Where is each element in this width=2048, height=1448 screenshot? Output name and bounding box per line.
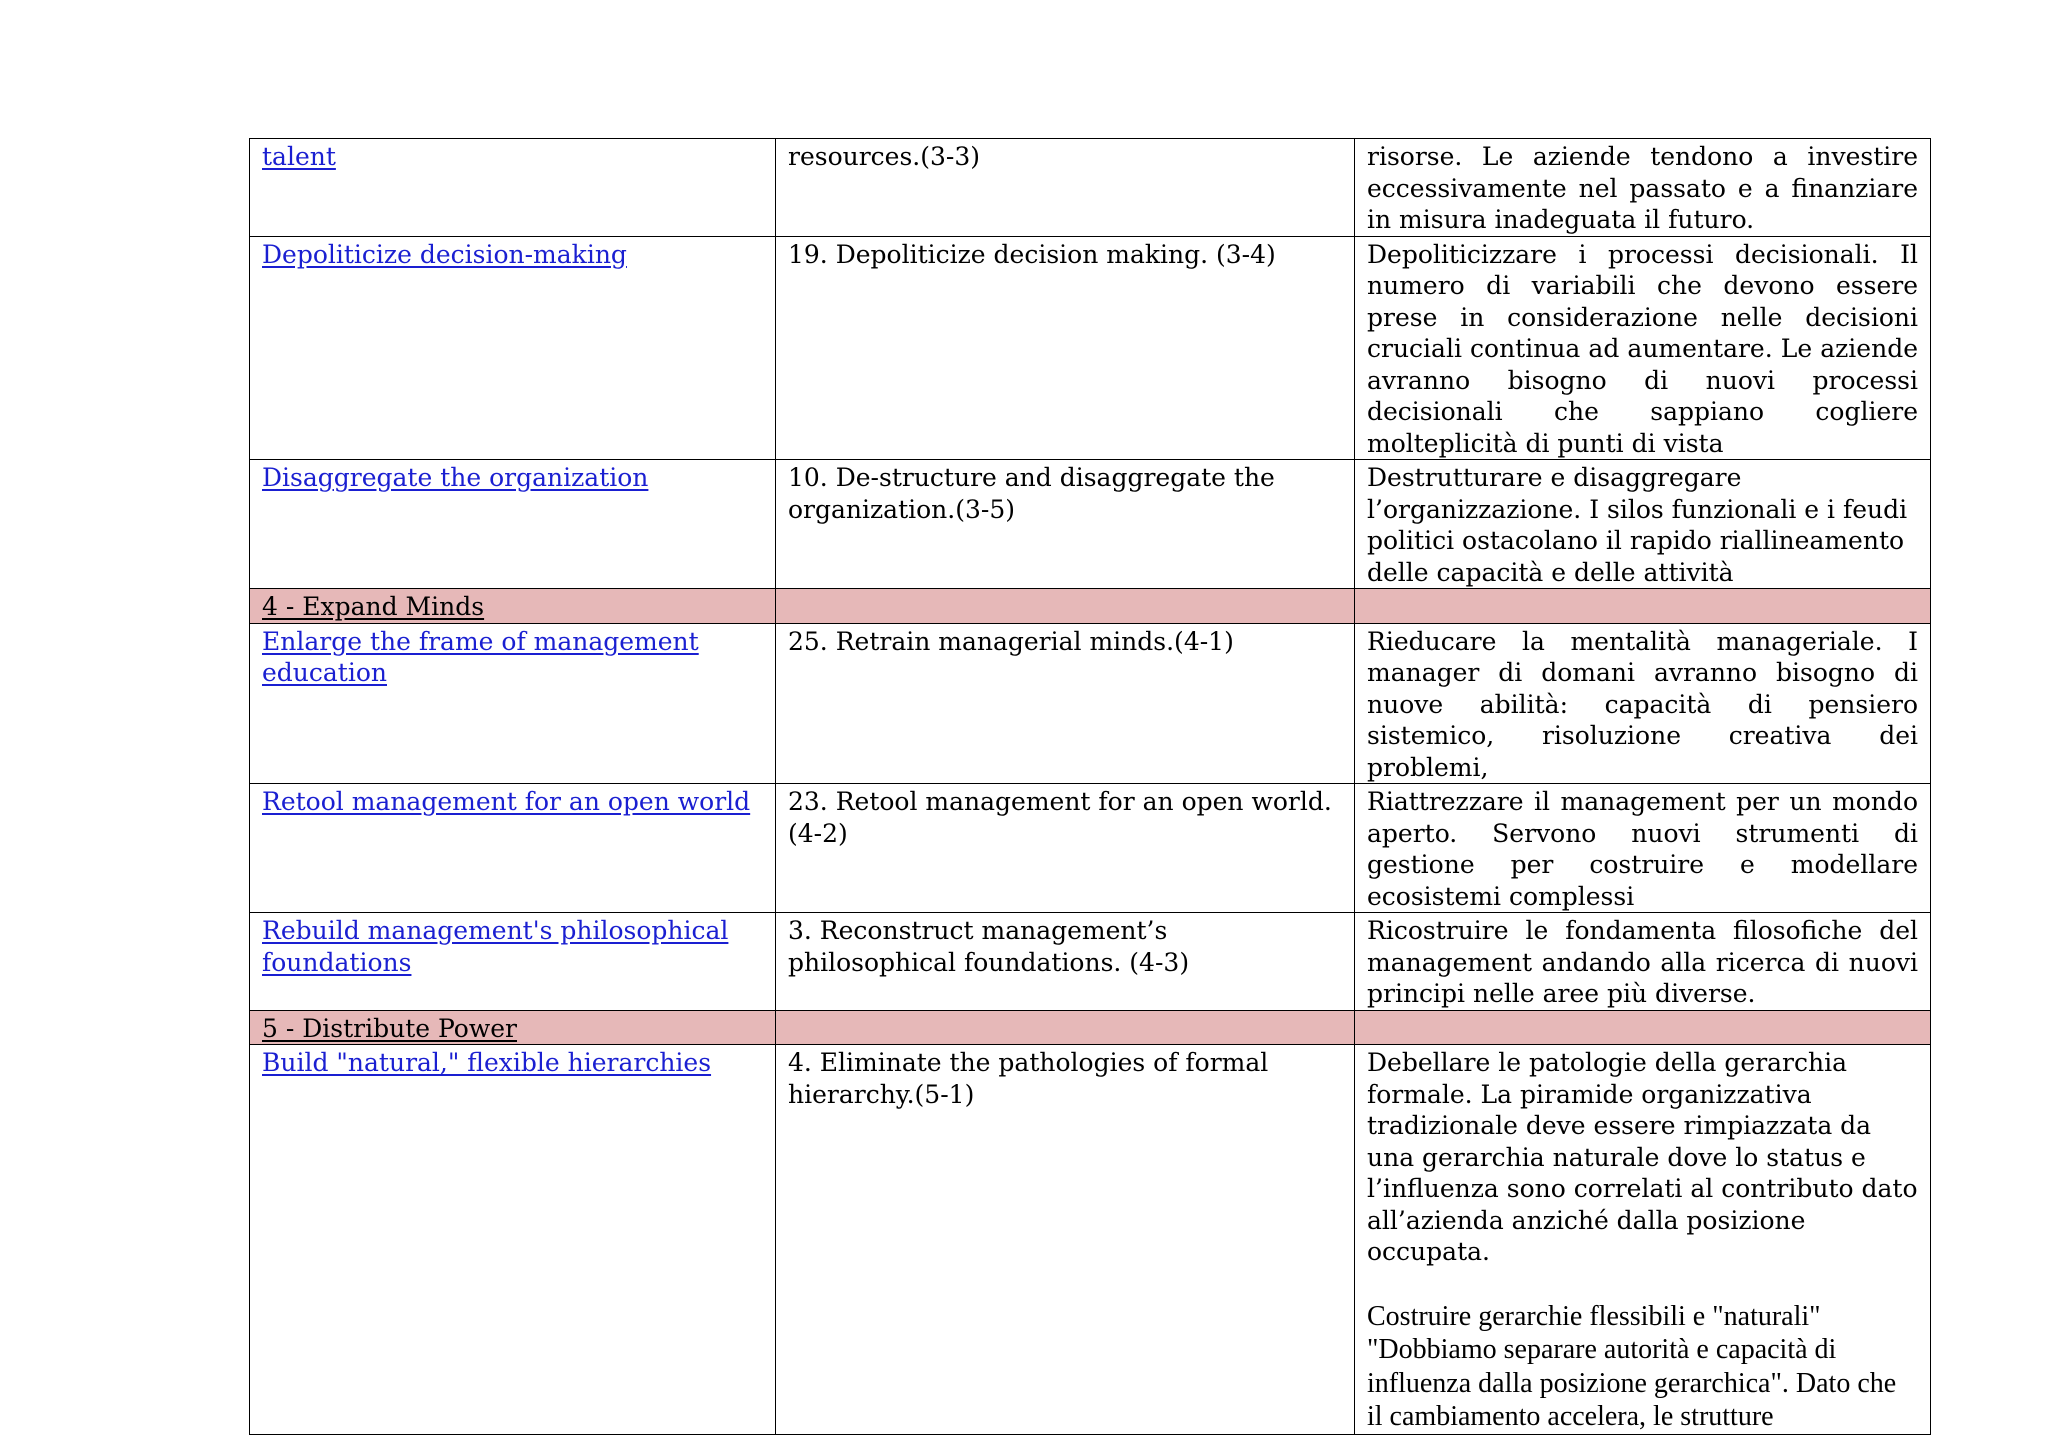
build-natural-hierarchies-link[interactable]: Build "natural," flexible hierarchies bbox=[262, 1048, 712, 1077]
link-cell bbox=[250, 623, 776, 784]
section-row bbox=[250, 589, 1931, 624]
section-cell bbox=[1355, 1010, 1931, 1045]
table-row bbox=[250, 236, 1931, 460]
english-cell: 3. Reconstruct management’s philosophical foundations. (4-3) bbox=[776, 913, 1355, 1011]
section-cell bbox=[1355, 589, 1931, 624]
english-cell: 19. Depoliticize decision making. (3-4) bbox=[776, 236, 1355, 460]
link-cell bbox=[250, 1045, 776, 1435]
link-cell bbox=[250, 913, 776, 1011]
link-cell bbox=[250, 784, 776, 913]
link-cell bbox=[250, 236, 776, 460]
enlarge-management-education-link[interactable]: Enlarge the frame of management education bbox=[262, 626, 699, 687]
english-cell: 10. De-structure and disaggregate the organization.(3-5) bbox=[776, 460, 1355, 589]
rebuild-philosophical-foundations-link[interactable]: Rebuild management's philosophical foundations bbox=[262, 916, 729, 977]
table-row bbox=[250, 1045, 1931, 1435]
english-cell: 4. Eliminate the pathologies of formal hierarchy.(5-1) bbox=[776, 1045, 1355, 1435]
section-cell bbox=[250, 589, 776, 624]
table-row bbox=[250, 139, 1931, 237]
italian-cell bbox=[1355, 1045, 1931, 1435]
table-row bbox=[250, 784, 1931, 913]
italian-text: Debellare le patologie della gerarchia formale. La piramide organizzativa tradizionale deve essere rimpiazzata da una gerarchia naturale dove lo status e l’influenza sono correlati al contributo dato all’azienda anziché dalla posizione occupata. bbox=[1367, 1048, 1918, 1266]
italian-note: Costruire gerarchie flessibili e "naturali" "Dobbiamo separare autorità e capacità di influenza dalla posizione gerarchica". Dato che il cambiamento accelera, le strutture bbox=[1367, 1300, 1897, 1432]
section-expand-minds: 4 - Expand Minds bbox=[262, 592, 485, 621]
english-cell: 25. Retrain managerial minds.(4-1) bbox=[776, 623, 1355, 784]
retool-management-link[interactable]: Retool management for an open world bbox=[262, 787, 751, 816]
english-cell: resources.(3-3) bbox=[776, 139, 1355, 237]
link-cell bbox=[250, 139, 776, 237]
english-cell: 23. Retool management for an open world.(4-2) bbox=[776, 784, 1355, 913]
section-distribute-power: 5 - Distribute Power bbox=[262, 1013, 518, 1043]
italian-cell: Ricostruire le fondamenta filosofiche del management andando alla ricerca di nuovi principi nelle aree più diverse. bbox=[1355, 913, 1931, 1011]
depoliticize-decision-making-link[interactable]: Depoliticize decision-making bbox=[262, 239, 627, 269]
section-row bbox=[250, 1010, 1931, 1045]
concept-table bbox=[249, 138, 1931, 1435]
table-row bbox=[250, 623, 1931, 784]
italian-cell: Destrutturare e disaggregare l’organizzazione. I silos funzionali e i feudi politici ostacolano il rapido riallineamento delle capacità e delle attività bbox=[1355, 460, 1931, 589]
italian-cell: risorse. Le aziende tendono a investire eccessivamente nel passato e a finanziare in misura inadeguata il futuro. bbox=[1355, 139, 1931, 237]
table-row bbox=[250, 460, 1931, 589]
link-cell bbox=[250, 460, 776, 589]
section-cell bbox=[776, 589, 1355, 624]
table-row bbox=[250, 913, 1931, 1011]
talent-link[interactable]: talent bbox=[262, 142, 336, 171]
italian-cell: Riattrezzare il management per un mondo aperto. Servono nuovi strumenti di gestione per costruire e modellare ecosistemi complessi bbox=[1355, 784, 1931, 913]
disaggregate-organization-link[interactable]: Disaggregate the organization bbox=[262, 463, 649, 492]
italian-cell: Rieducare la mentalità manageriale. I manager di domani avranno bisogno di nuove abilità: capacità di pensiero sistemico, risoluzione creativa dei problemi, bbox=[1355, 623, 1931, 784]
italian-cell: Depoliticizzare i processi decisionali. Il numero di variabili che devono essere prese in considerazione nelle decisioni cruciali continua ad aumentare. Le aziende avranno bisogno di nuovi processi decisionali che sappiano cogliere molteplicità di punti di vista bbox=[1355, 236, 1931, 460]
section-cell bbox=[250, 1010, 776, 1045]
section-cell bbox=[776, 1010, 1355, 1045]
